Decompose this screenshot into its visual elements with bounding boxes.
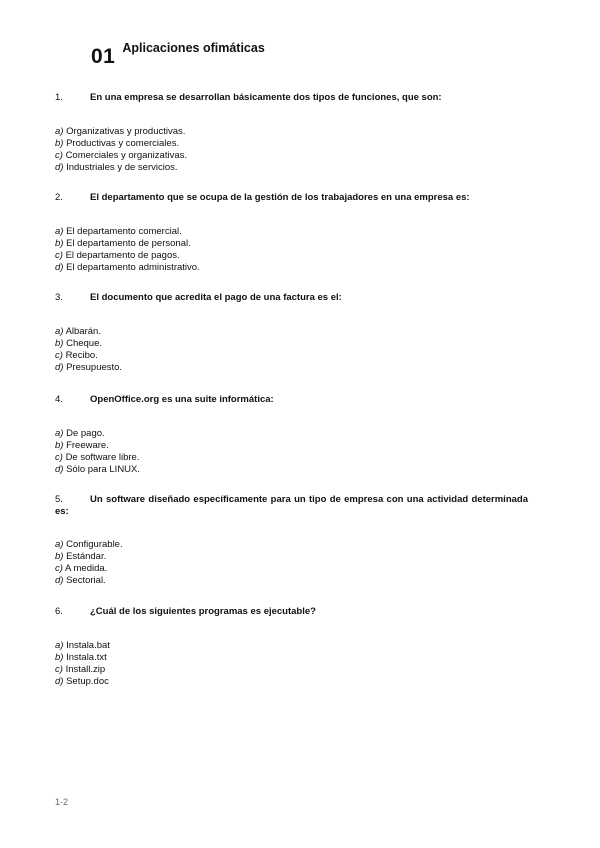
option-text: Organizativas y productivas. <box>66 126 186 137</box>
question-number: 5. <box>55 494 63 505</box>
options-list <box>55 326 528 374</box>
option-c <box>55 350 528 362</box>
question-4 <box>55 394 528 476</box>
option-letter: a) <box>55 428 64 439</box>
option-letter: b) <box>55 652 64 663</box>
option-a <box>55 428 528 440</box>
option-letter: b) <box>55 551 64 562</box>
option-text: Instala.bat <box>66 640 110 651</box>
option-a <box>55 226 528 238</box>
question-text <box>55 192 528 204</box>
option-letter: d) <box>55 162 64 173</box>
question-5 <box>55 494 528 587</box>
option-b <box>55 138 528 150</box>
options-list <box>55 539 528 587</box>
option-d <box>55 162 528 174</box>
option-b <box>55 551 528 563</box>
question-number: 4. <box>55 394 63 405</box>
question-statement: El departamento que se ocupa de la gestión de los trabajadores en una empresa es: <box>90 192 470 203</box>
question-1 <box>55 92 528 174</box>
option-text: Setup.doc <box>66 676 109 687</box>
options-list <box>55 640 528 688</box>
page-number: 1-2 <box>55 797 69 807</box>
question-number: 1. <box>55 92 63 103</box>
options-list <box>55 226 528 274</box>
option-letter: a) <box>55 326 64 337</box>
question-number: 6. <box>55 606 63 617</box>
option-text: El departamento comercial. <box>66 226 182 237</box>
option-a <box>55 126 528 138</box>
option-c <box>55 563 528 575</box>
option-b <box>55 652 528 664</box>
option-text: El departamento administrativo. <box>66 262 200 273</box>
question-number: 2. <box>55 192 63 203</box>
question-number: 3. <box>55 292 63 303</box>
option-d <box>55 575 528 587</box>
question-statement: ¿Cuál de los siguientes programas es ejecutable? <box>90 606 316 617</box>
option-letter: c) <box>55 150 63 161</box>
option-letter: a) <box>55 126 64 137</box>
option-letter: d) <box>55 464 64 475</box>
option-a <box>55 326 528 338</box>
question-statement: OpenOffice.org es una suite informática: <box>90 394 274 405</box>
option-letter: d) <box>55 362 64 373</box>
option-text: De software libre. <box>65 452 140 463</box>
option-b <box>55 238 528 250</box>
option-b <box>55 440 528 452</box>
option-text: Freeware. <box>66 440 109 451</box>
option-text: Install.zip <box>65 664 106 675</box>
option-text: A medida. <box>65 563 108 574</box>
question-statement: El documento que acredita el pago de una factura es el: <box>90 292 342 303</box>
option-letter: d) <box>55 262 64 273</box>
option-c <box>55 664 528 676</box>
option-a <box>55 640 528 652</box>
question-statement: Un software diseñado específicamente para un tipo de empresa con una actividad determinada es: <box>55 494 528 517</box>
question-statement: En una empresa se desarrollan básicamente dos tipos de funciones, que son: <box>90 92 442 103</box>
question-text <box>55 494 528 518</box>
option-letter: b) <box>55 338 64 349</box>
option-text: De pago. <box>66 428 105 439</box>
option-letter: b) <box>55 138 64 149</box>
option-letter: b) <box>55 440 64 451</box>
option-letter: d) <box>55 575 64 586</box>
option-text: Cheque. <box>66 338 103 349</box>
option-letter: d) <box>55 676 64 687</box>
option-d <box>55 262 528 274</box>
option-c <box>55 150 528 162</box>
option-d <box>55 676 528 688</box>
question-text <box>55 606 528 618</box>
option-text: Sólo para LINUX. <box>66 464 141 475</box>
option-text: Industriales y de servicios. <box>66 162 178 173</box>
option-c <box>55 452 528 464</box>
option-letter: c) <box>55 250 63 261</box>
question-3 <box>55 292 528 374</box>
option-text: Configurable. <box>66 539 123 550</box>
option-c <box>55 250 528 262</box>
option-letter: a) <box>55 226 64 237</box>
option-d <box>55 362 528 374</box>
option-text: El departamento de pagos. <box>65 250 180 261</box>
option-text: Comerciales y organizativas. <box>65 150 187 161</box>
option-letter: c) <box>55 452 63 463</box>
chapter-header <box>91 40 265 67</box>
option-letter: c) <box>55 563 63 574</box>
option-letter: c) <box>55 664 63 675</box>
option-letter: a) <box>55 640 64 651</box>
question-2 <box>55 192 528 274</box>
option-text: Sectorial. <box>66 575 106 586</box>
options-list <box>55 126 528 174</box>
option-text: Productivas y comerciales. <box>66 138 180 149</box>
option-letter: c) <box>55 350 63 361</box>
option-a <box>55 539 528 551</box>
option-letter: a) <box>55 539 64 550</box>
chapter-title: Aplicaciones ofimáticas <box>122 41 265 55</box>
option-d <box>55 464 528 476</box>
options-list <box>55 428 528 476</box>
option-text: Estándar. <box>66 551 107 562</box>
option-text: El departamento de personal. <box>66 238 191 249</box>
option-text: Instala.txt <box>66 652 107 663</box>
option-letter: b) <box>55 238 64 249</box>
option-b <box>55 338 528 350</box>
option-text: Recibo. <box>65 350 98 361</box>
option-text: Presupuesto. <box>66 362 123 373</box>
question-text <box>55 394 528 406</box>
question-6 <box>55 606 528 688</box>
option-text: Albarán. <box>65 326 101 337</box>
question-text <box>55 92 528 104</box>
question-text <box>55 292 528 304</box>
chapter-number: 01 <box>91 45 116 68</box>
